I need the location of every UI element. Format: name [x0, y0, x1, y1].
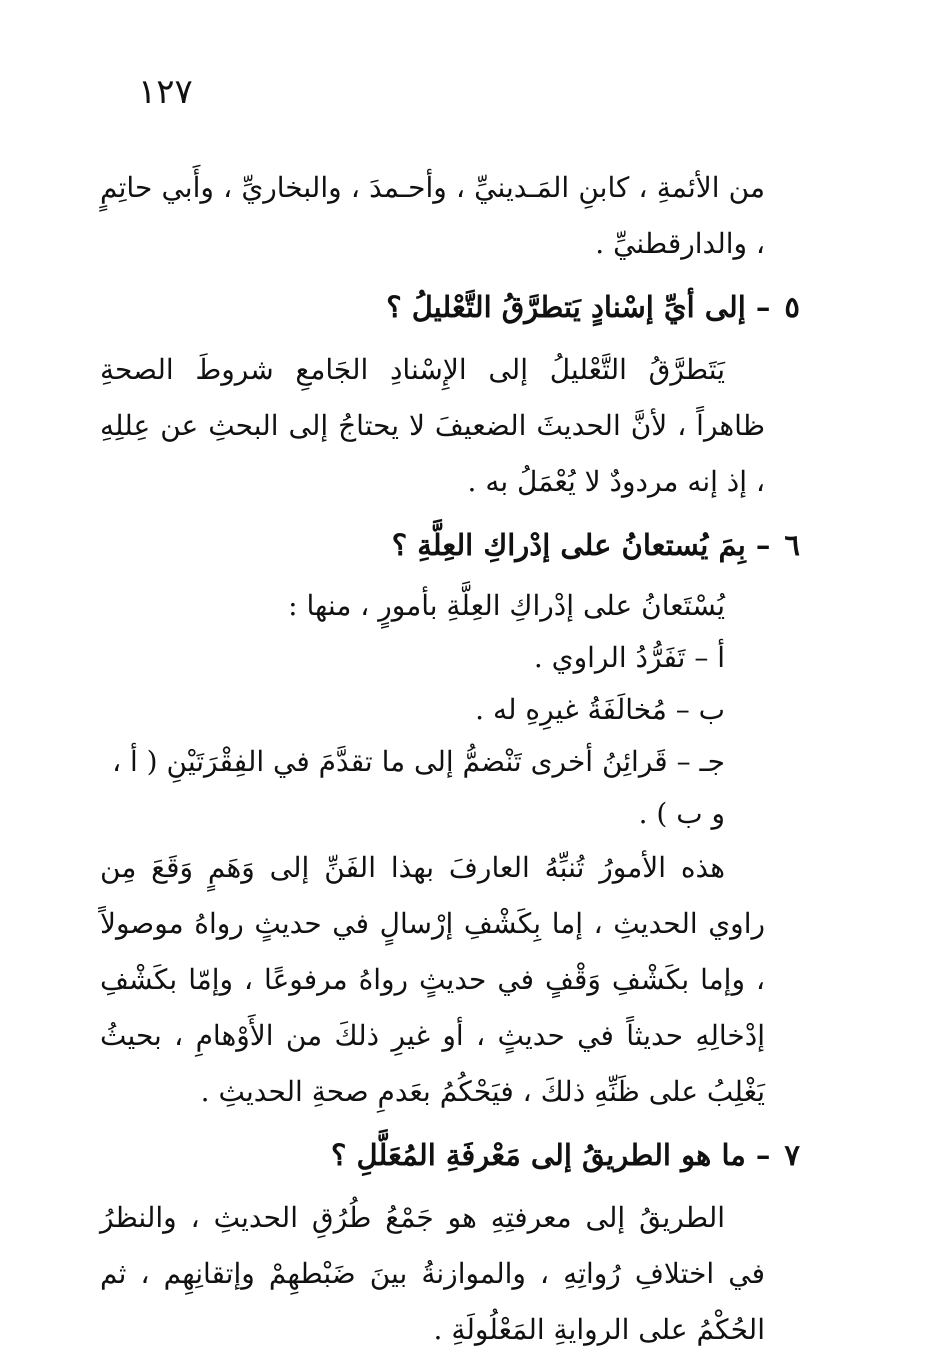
question-6-explanation: هذه الأمورُ تُنبِّهُ العارفَ بهذا الفَنِّ إلى وَهَمٍ وَقَعَ مِن راوي الحديثِ ، إما بِكَشْفِ إرْسالٍ في حديثٍ رواهُ موصولاً ، وإما بكَشْفِ وَقْفٍ في حديثٍ رواهُ مرفوعًا ، وإمّا بكَشْفِ إدْخالِهِ حديثاً في حديثٍ ، أو غيرِ ذلكَ من الأَوْهامِ ، بحيثُ يَغْلِبُ على ظَنِّهِ ذلكَ ، فيَحْكُمُ بعَدمِ صحةِ الحديثِ . [100, 851, 765, 1108]
question-6-title: – بِمَ يُستعانُ على إدْراكِ العِلَّةِ ؟ [391, 528, 771, 562]
question-6-number: ٦ [784, 528, 800, 562]
intro-paragraph: من الأئمةِ ، كابنِ المَـدينيِّ ، وأحـمدَ ، والبخاريِّ ، وأَبي حاتِمٍ ، والدارقطنيِّ . [100, 171, 765, 260]
question-6-item-a: أ – تَفَرُّدُ الراوي . [533, 641, 725, 674]
page-number: ١٢٧ [138, 72, 193, 112]
question-7-answer: الطريقُ إلى معرفتِهِ هو جَمْعُ طُرُقِ الحديثِ ، والنظرُ في اختلافِ رُواتِهِ ، والموازنةُ بينَ ضَبْطهِمْ وإتقانِهِم ، ثم الحُكْمُ على الروايةِ المَعْلُولَةِ . [100, 1201, 765, 1346]
question-6-intro: يُسْتَعانُ على إدْراكِ العِلَّةِ بأمورٍ ، منها : [288, 589, 725, 622]
question-7-title: – ما هو الطريقُ إلى مَعْرفَةِ المُعَلَّلِ ؟ [331, 1138, 771, 1172]
question-6-item-b: ب – مُخالَفَةُ غيرِهِ له . [475, 693, 725, 726]
question-7-number: ٧ [784, 1138, 800, 1172]
question-6-heading [100, 516, 800, 574]
question-5-number: ٥ [784, 290, 800, 324]
question-5-title: – إلى أيِّ إسْنادٍ يَتطرَّقُ التَّعْليلُ ؟ [386, 290, 771, 324]
question-6-item-c: جـ – قَرائِنُ أخرى تَنْضمُّ إلى ما تقدَّمَ في الفِقْرَتَيْنِ ( أ ، و ب ) . [112, 745, 725, 830]
question-5-answer: يَتَطرَّقُ التَّعْليلُ إلى الإِسْنادِ الجَامعِ شروطَ الصحةِ ظاهراً ، لأنَّ الحديثَ الضعيفَ لا يحتاجُ إلى البحثِ عن عِللِهِ ، إذ إنه مردودٌ لا يُعْمَلُ به . [100, 353, 765, 498]
page-body [100, 160, 800, 1358]
question-7-heading [100, 1126, 800, 1184]
question-5-heading [100, 278, 800, 336]
